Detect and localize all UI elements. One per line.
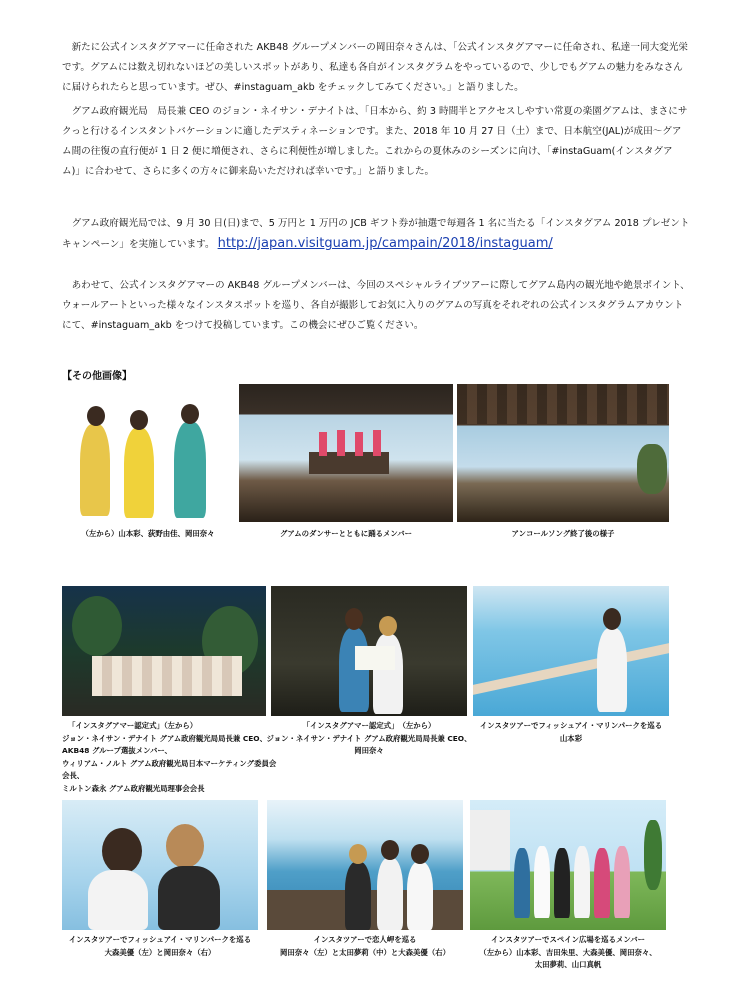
photo-dancers-stage — [239, 384, 453, 522]
caption-photo-6: インスタツアーでフィッシュアイ・マリンパークを巡る 山本彩 — [479, 721, 663, 743]
caption-photo-7: インスタツアーでフィッシュアイ・マリンパークを巡る 大森美優（左）と岡田奈々（右） — [68, 935, 252, 957]
caption-photo-1: （左から）山本彩、荻野由佳、岡田奈々 — [81, 529, 215, 538]
caption-photo-3: アンコールソング終了後の様子 — [511, 529, 615, 538]
caption-photo-2: グアムのダンサーとともに踊るメンバー — [279, 529, 413, 538]
paragraph-3: グアム政府観光局では、9 月 30 日(日)まで、5 万円と 1 万円の JCB ギフト券が抽選で毎週各 1 名に当たる「インスタグアム 2018 プレゼントキャンペーン」を実施しています。 http://japan.visitguam.jp/campain/2018/instaguam/ — [62, 218, 690, 251]
photo-lovers-point — [267, 800, 463, 930]
caption-photo-4: 「インスタグアマー認定式」（左から） ジョン・ネイサン・デナイト グアム政府観光局局長兼 CEO、 AKB48 グループ選抜メンバー、 ウィリアム・ノルト グアム政府観光局日本マーケティング委員会会長、 ミルトン森永 グアム政府観光局理事会会長 — [62, 721, 277, 793]
paragraph-4: あわせて、公式インスタグアマーの AKB48 グループメンバーは、今回のスペシャルライブツアーに際してグアム島内の観光地や絶景ポイント、ウォールアートといった様々なインスタスポットを巡り、各自が撮影してお気に入りのグアムの写真をそれぞれの公式インスタグラムアカウントにて、#instaguam_akb をつけて投稿しています。この機会にぜひご覧ください。 — [62, 280, 690, 331]
caption-photo-8: インスタツアーで恋人岬を巡る 岡田奈々（左）と太田夢莉（中）と大森美優（右） — [280, 935, 450, 957]
photo-plaza-espana — [470, 800, 666, 930]
campaign-link[interactable]: http://japan.visitguam.jp/campain/2018/instaguam/ — [217, 236, 553, 251]
photo-encore — [457, 384, 669, 522]
photo-fisheye-yamamoto — [473, 586, 669, 716]
section-title: 【その他画像】 — [62, 371, 132, 382]
photo-ceremony-certificate — [271, 586, 467, 716]
photo-ceremony-group — [62, 586, 266, 716]
photo-members-on-stage — [62, 384, 234, 522]
photo-fisheye-selfie — [62, 800, 258, 930]
caption-photo-9: インスタツアーでスペイン広場を巡るメンバー （左から）山本彩、吉田朱里、大森美優、岡田奈々、 太田夢莉、山口真帆 — [479, 935, 657, 969]
paragraph-2: グアム政府観光局 局長兼 CEO のジョン・ネイサン・デナイトは、「日本から、約 3 時間半とアクセスしやすい常夏の楽園グアムは、まさにサクっと行けるインスタントバケーションに適したデスティネーションです。また、2018 年 10 月 27 日（土）まで、日本航空(JAL)が成田〜グアム間の往復の直行便が 1 日 2 便に増便され、さらに利便性が増しました。これからの夏休みのシーズンに向け、「#instaGuam(インスタグアム)」に合わせて、さらに多くの方々に御来島いただければ幸いです。」と語りました。 — [62, 106, 688, 177]
caption-photo-5: 「インスタグアマー認定式」 （左から） ジョン・ネイサン・デナイト グアム政府観光局局長兼 CEO、 岡田奈々 — [266, 721, 472, 755]
paragraph-1: 新たに公式インスタグアマーに任命された AKB48 グループメンバーの岡田奈々さんは、「公式インスタグアマーに任命され、私達一同大変光栄です。グアムには数え切れないほどの美しいスポットがあり、私達も各自がインスタグラムをやっているので、少しでもグアムの魅力をみなさんに届けられたらと思っています。ぜひ、#instaguam_akb をチェックしてみてください。」と語りました。 — [62, 42, 688, 93]
